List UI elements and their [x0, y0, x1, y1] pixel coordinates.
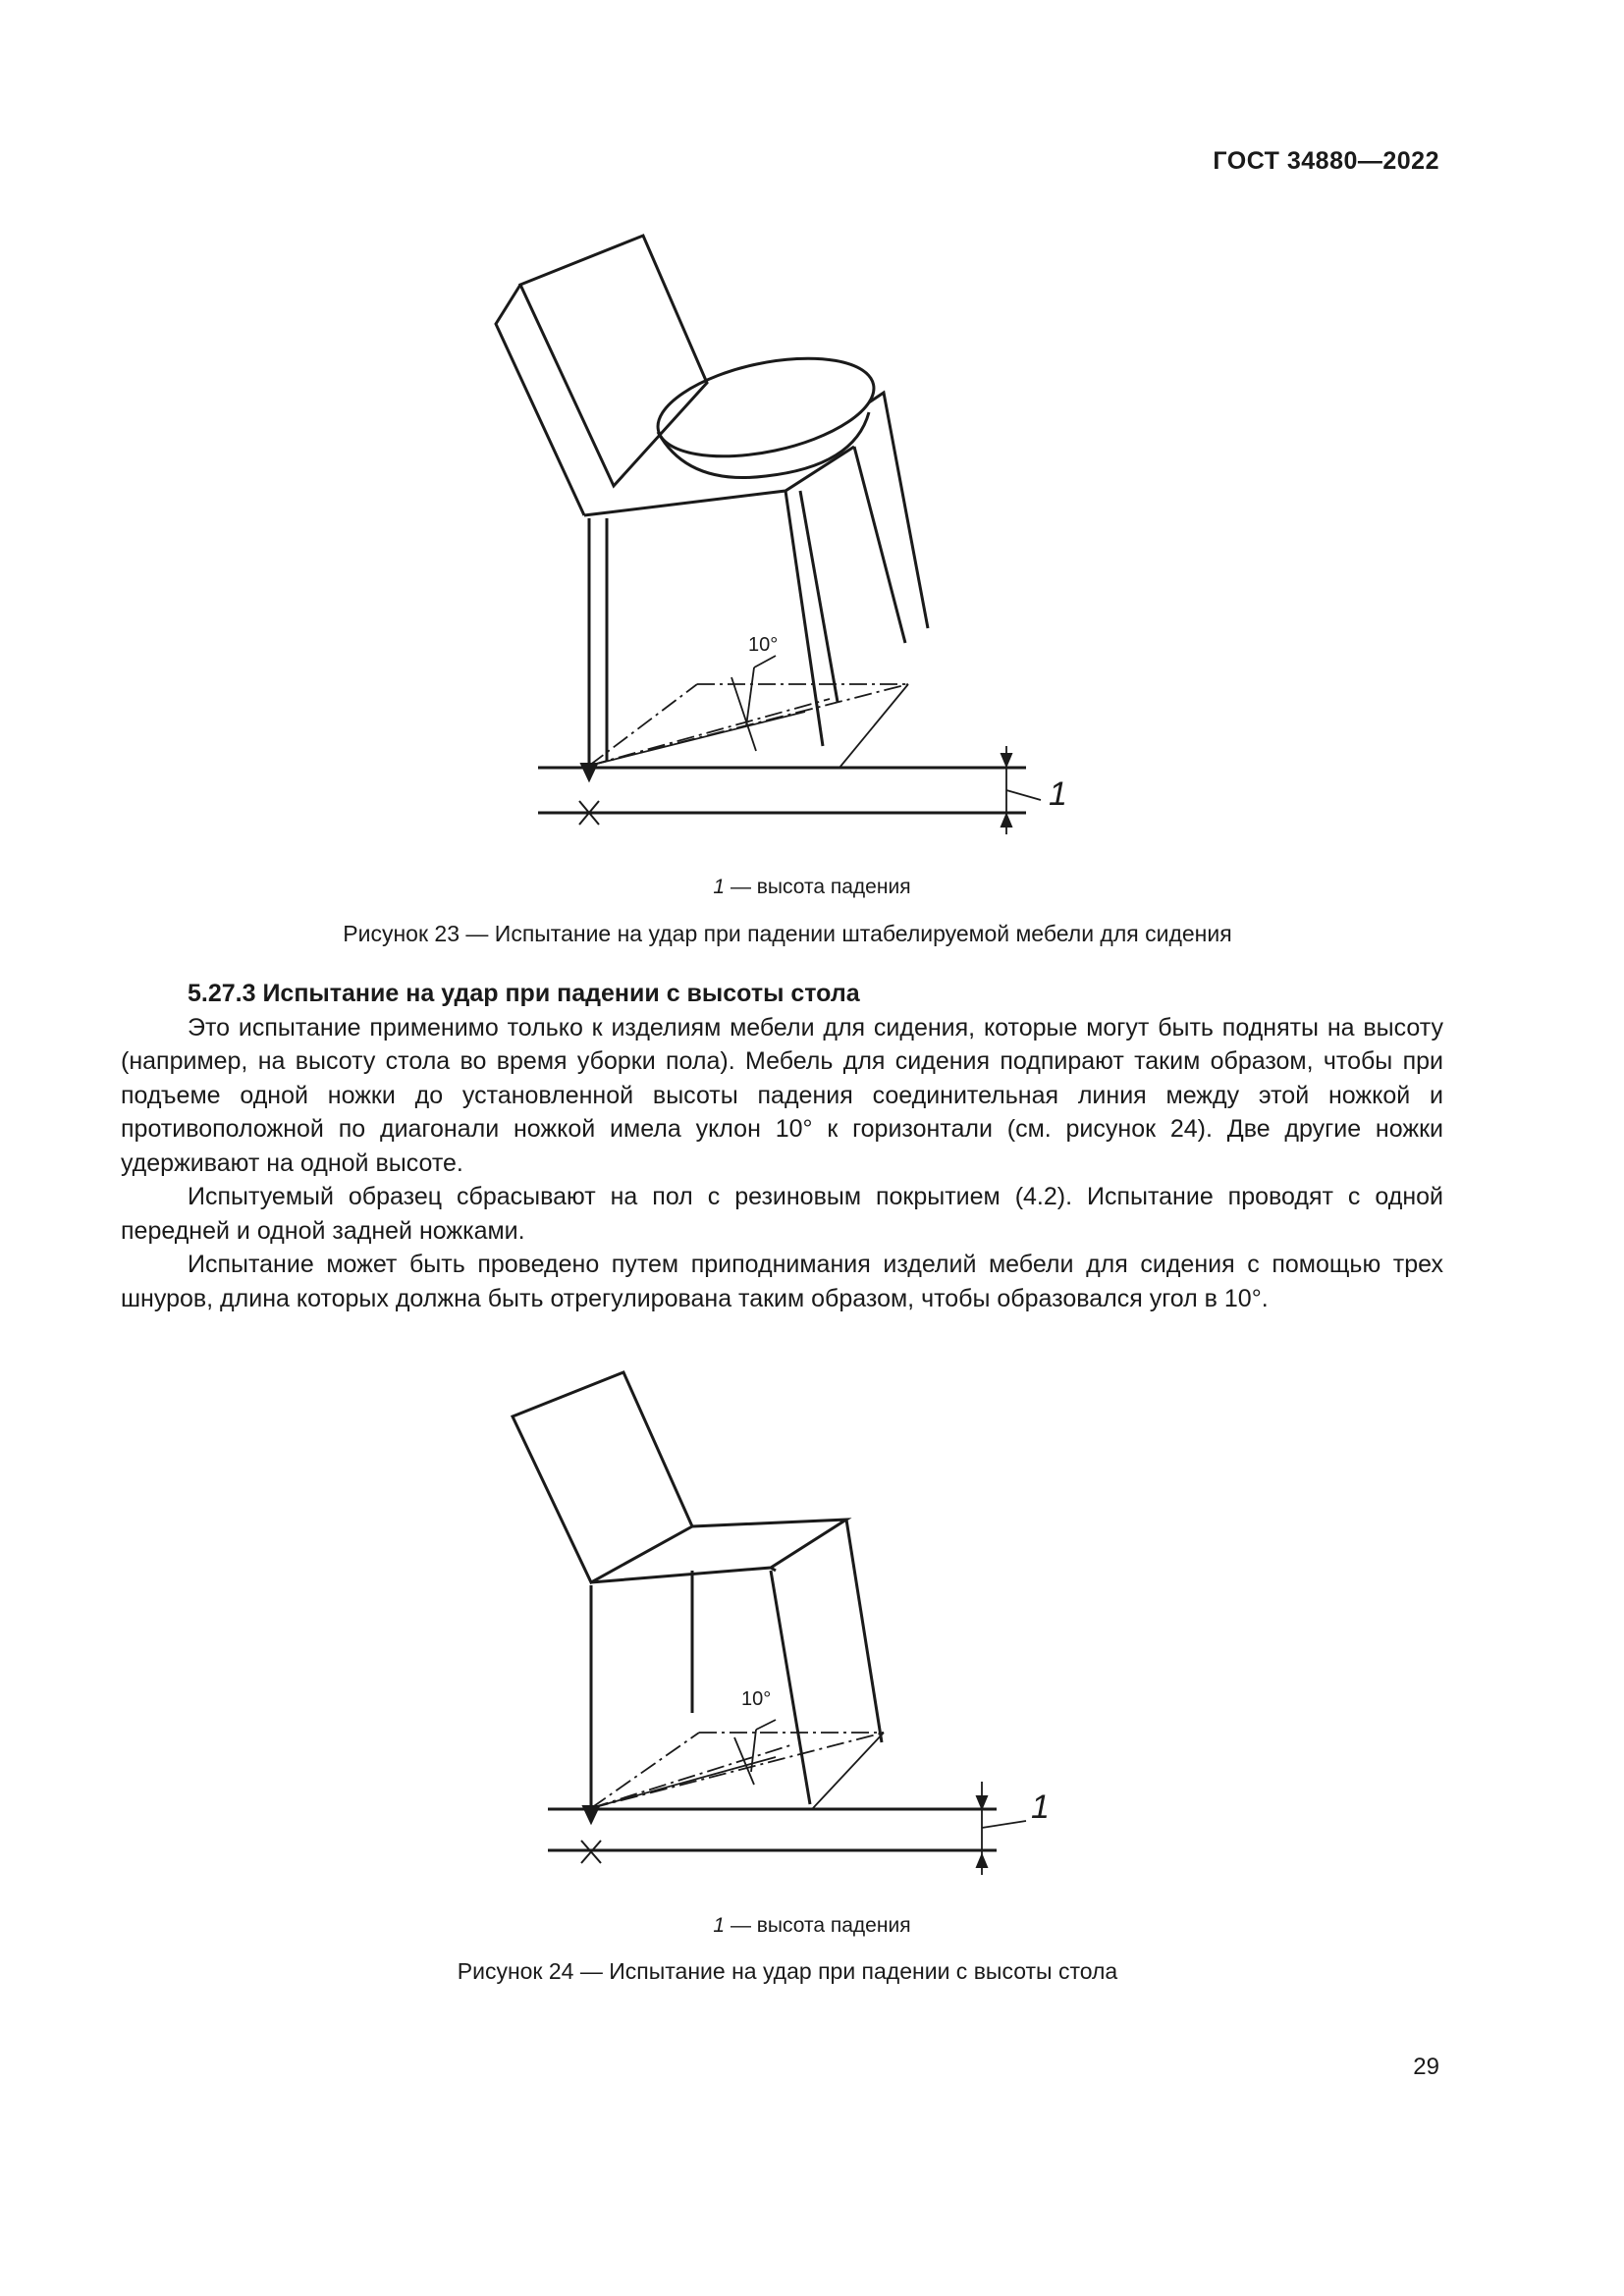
section-paragraph-2: Испытуемый образец сбрасывают на пол с резиновым покрытием (4.2). Испытание проводят с одной передней и одной задней ножками.: [121, 1183, 1443, 1245]
figure-24-caption: Рисунок 24 — Испытание на удар при падении с высоты стола: [457, 1958, 1118, 1984]
figure-23-angle-label: 10°: [748, 634, 779, 656]
figure-23-legend-number: 1: [713, 876, 726, 898]
front-right-leg: [785, 491, 823, 746]
rear-right-leg: [846, 1520, 882, 1742]
section-paragraph-1: Это испытание применимо только к изделиям мебели для сидения, которые могут быть подняты на высоту (например, на высоту стола во время уборки пола). Мебель для сидения подпирают таким образом, чтобы при подъеме одной ножки до установленной высоты падения соединительная линия между этой ножкой и противоположной по диагонали ножкой имела уклон 10° к горизонтали (см. рисунок 24). Две другие ножки удерживают на одной высоте.: [121, 1013, 1443, 1177]
figure-24-drawing: [491, 1345, 1100, 1904]
figure-23-legend: [0, 876, 1624, 899]
section-title: 5.27.3 Испытание на удар при падении с высоты стола: [188, 980, 860, 1007]
figure-23-callout-number: 1: [1049, 775, 1067, 813]
section-paragraph-3: Испытание может быть проведено путем приподнимания изделий мебели для сидения с помощью трех шнуров, длина которых должна быть отрегулирована таким образом, чтобы образовался угол в 10°.: [121, 1251, 1443, 1312]
figure-24-angle-label: 10°: [741, 1688, 772, 1710]
document-header: ГОСТ 34880—2022: [1213, 147, 1439, 175]
front-right-leg-back: [800, 491, 838, 702]
page-number: 29: [1413, 2054, 1439, 2080]
figure-23-legend-text: — высота падения: [725, 876, 911, 898]
figure-24-legend: [0, 1914, 1624, 1938]
figure-24-legend-text: — высота падения: [725, 1914, 911, 1937]
figure-24-legend-number: 1: [713, 1914, 726, 1937]
seat-top: [591, 1520, 846, 1582]
seat-cushion-side: [658, 412, 869, 478]
section-5-27-3: [121, 977, 1443, 1315]
backrest-rear: [496, 285, 584, 515]
rear-right-leg: [854, 447, 905, 643]
figure-23-drawing: [491, 216, 1100, 854]
figure-23-caption: Рисунок 23 — Испытание на удар при падении штабелируемой мебели для сидения: [343, 921, 1232, 946]
rear-leg-outer: [869, 393, 928, 628]
front-right-leg: [771, 1571, 810, 1804]
figure-24-callout-number: 1: [1031, 1789, 1050, 1826]
chair-backrest: [513, 1372, 692, 1582]
